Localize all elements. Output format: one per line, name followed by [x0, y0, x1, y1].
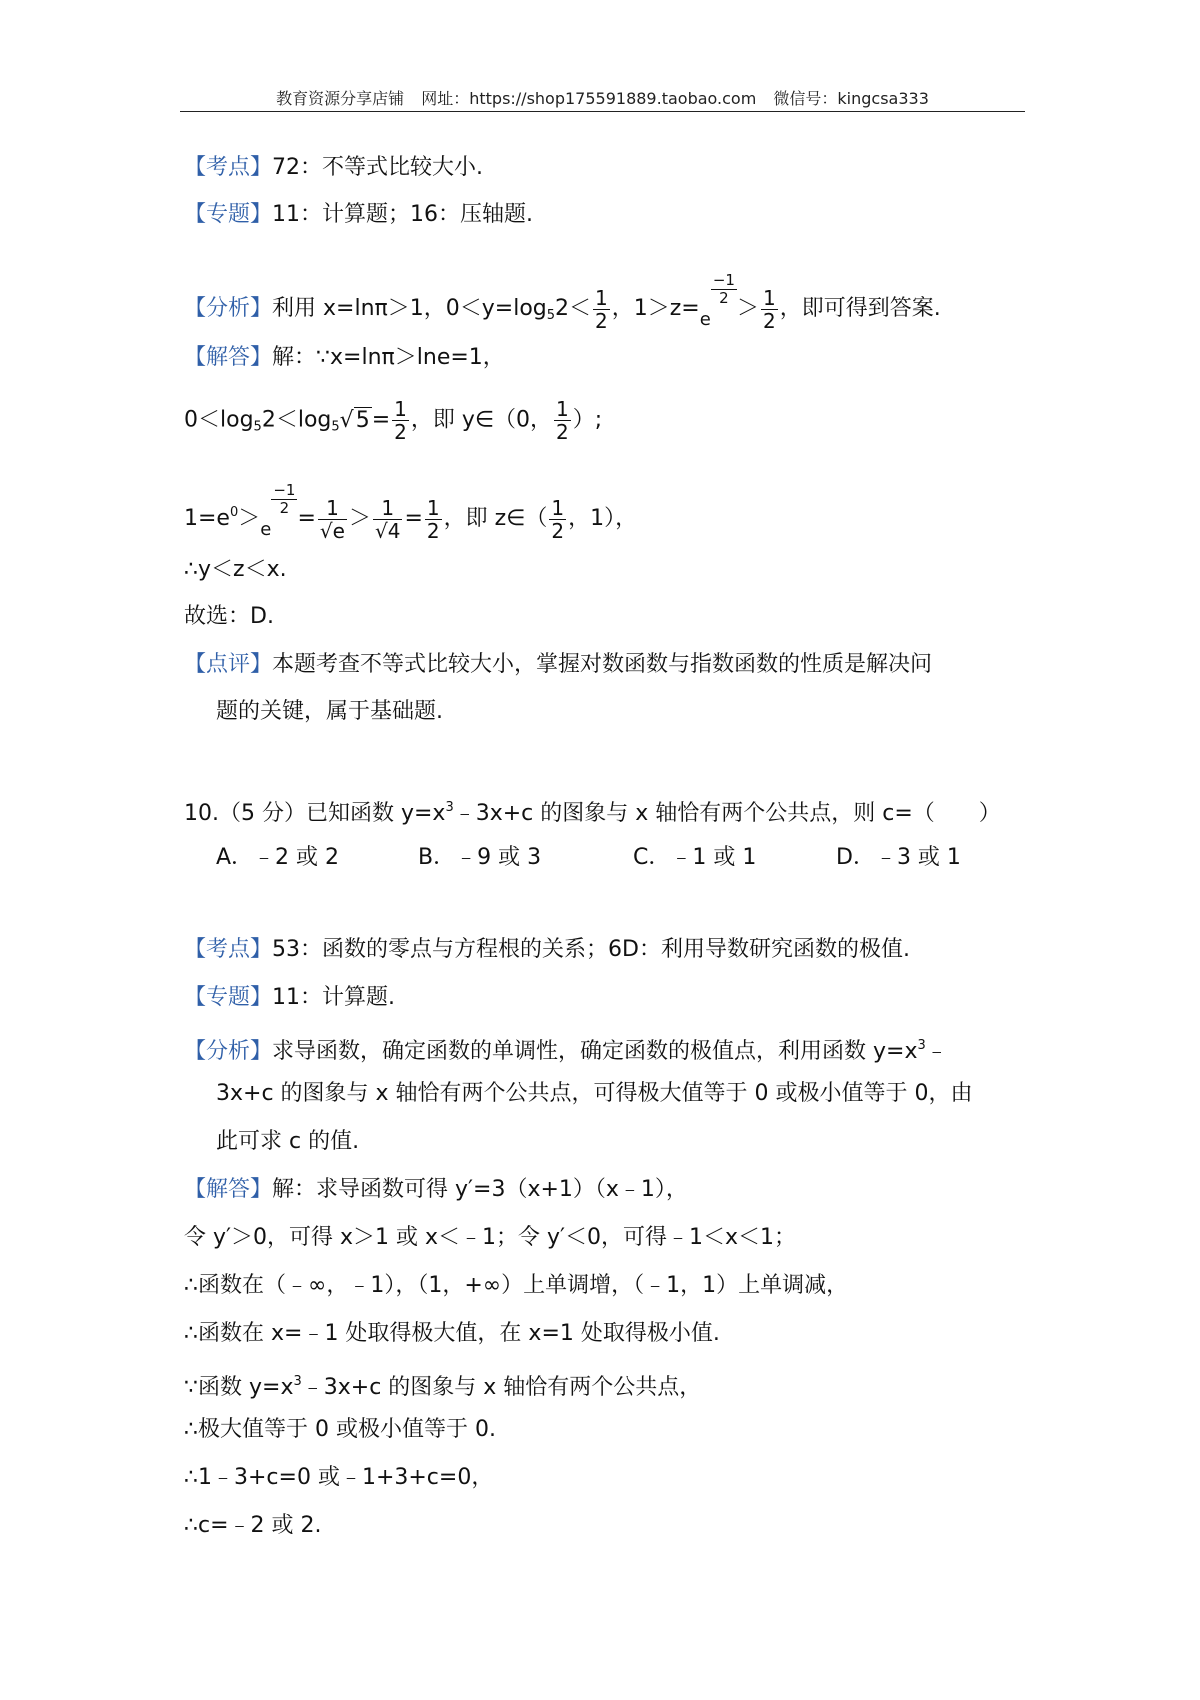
q9-kaodian	[184, 152, 483, 184]
q10-line-3: ∴函数在（﹣∞，﹣1），（1，+∞）上单调增，（﹣1，1）上单调减，	[184, 1273, 849, 1298]
q10-line-4: ∴函数在 x=﹣1 处取得极大值，在 x=1 处取得极小值.	[184, 1321, 720, 1346]
q10-kaodian	[184, 934, 910, 966]
kaodian-tag: 【考点】	[184, 155, 273, 180]
q10-stem: 10.（5 分）已知函数 $y=x^3﹣3x+c$ 的图象与 x 轴恰有两个公共点，则 c=（ ）	[184, 800, 1001, 826]
q10-fenxi-line-3: 此可求 c 的值.	[216, 1129, 360, 1154]
header-wechat: 微信号：kingcsa333	[773, 89, 929, 108]
header-url: 网址：https://shop175591889.taobao.com	[421, 89, 757, 108]
q10-line-5: ∵函数 $y=x^3﹣3x+c$ 的图象与 x 轴恰有两个公共点，	[184, 1374, 702, 1400]
fenxi-tag: 【分析】	[184, 1039, 273, 1064]
q10-line-6: ∴极大值等于 0 或极小值等于 0.	[184, 1417, 496, 1442]
jieda-line-1: 解：∵x=lnπ＞lne=1，	[272, 345, 505, 370]
kaodian-text: 72：不等式比较大小.	[272, 155, 484, 180]
option-d: D．﹣3 或 1	[836, 845, 961, 870]
option-c: C．﹣1 或 1	[633, 845, 757, 870]
q9-dianping-line-2: 题的关键，属于基础题.	[216, 699, 443, 724]
q9-line-5: 故选：D.	[184, 604, 274, 629]
fraction-1-over-sqrt-e: $\frac{1}{√e}$	[319, 495, 345, 543]
q9-line-2: 0＜log52＜log5√5= $\frac{1}{2}$ ，即 y∈（0， $\frac{1}{2}$ ）;	[184, 397, 603, 444]
header-shop: 教育资源分享店铺	[276, 89, 405, 108]
fenxi-text-a: 利用 x=lnπ＞1，0＜y=log	[272, 296, 547, 321]
e-power: e $\frac{-1}{2}$	[699, 271, 735, 330]
fraction-half: $\frac{1}{2}$	[551, 495, 565, 543]
q9-zhuanti	[184, 199, 533, 231]
fraction-1-over-sqrt-4: $\frac{1}{√4}$	[374, 495, 401, 543]
zhuanti-text: 11：计算题；16：压轴题.	[272, 202, 533, 227]
option-b: B．﹣9 或 3	[418, 845, 542, 870]
page-header	[180, 86, 1025, 109]
q10-zhuanti	[184, 982, 395, 1014]
zhuanti-tag: 【专题】	[184, 985, 273, 1010]
q10-fenxi: 【分析】求导函数，确定函数的单调性，确定函数的极值点，利用函数 $y=x^3﹣$	[184, 1038, 948, 1064]
q9-dianping	[184, 649, 932, 681]
fraction-half: $\frac{1}{2}$	[394, 397, 407, 444]
fraction-half: $\frac{1}{2}$	[595, 285, 608, 333]
header-divider	[180, 111, 1025, 112]
kaodian-text: 53：函数的零点与方程根的关系；6D：利用导数研究函数的极值.	[272, 937, 910, 962]
fenxi-text-c: ，1＞z=	[611, 296, 700, 321]
log-base: 5	[546, 308, 556, 323]
q10-line-2: 令 y′＞0，可得 x＞1 或 x＜﹣1；令 y′＜0，可得﹣1＜x＜1；	[184, 1225, 797, 1250]
q10-fenxi-line-2: 3x+c 的图象与 x 轴恰有两个公共点，可得极大值等于 0 或极小值等于 0，由	[216, 1081, 973, 1106]
jieda-tag: 【解答】	[184, 1177, 273, 1202]
option-a: A．﹣2 或 2	[216, 845, 340, 870]
q9-fenxi: 【分析】利用 x=lnπ＞1，0＜y=log52＜ $\frac{1}{2}$ ，1＞z=e $\frac{-1}{2}$ ＞ $\frac{1}{2}$ ，即可得到答案.	[184, 272, 941, 336]
fenxi-tag: 【分析】	[184, 296, 273, 321]
dianping-tag: 【点评】	[184, 652, 273, 677]
fenxi-text-d: ，即可得到答案.	[779, 296, 941, 321]
zhuanti-tag: 【专题】	[184, 202, 273, 227]
q9-jieda	[184, 342, 505, 374]
fenxi-text-b: 2＜	[555, 296, 592, 321]
q10-jieda: 【解答】解：求导函数可得 y′=3（x+1）（x﹣1），	[184, 1177, 688, 1202]
fraction-half: $\frac{1}{2}$	[426, 495, 440, 543]
kaodian-tag: 【考点】	[184, 937, 273, 962]
jieda-tag: 【解答】	[184, 345, 273, 370]
sqrt-5: √5	[339, 407, 370, 433]
fraction-half: $\frac{1}{2}$	[762, 285, 776, 333]
dianping-line-1: 本题考查不等式比较大小，掌握对数函数与指数函数的性质是解决问	[272, 652, 933, 677]
q10-line-7: ∴1﹣3+c=0 或﹣1+3+c=0，	[184, 1465, 494, 1490]
q10-line-8: ∴c=﹣2 或 2.	[184, 1513, 322, 1538]
q9-line-3: $1=e^0>e$ $\frac{-1}{2}$ = $\frac{1}{√e}$ ＞ $\frac{1}{√4}$ = $\frac{1}{2}$ ，即 z∈（ $\frac{1}{2}$ ，1），	[184, 482, 637, 546]
fraction-half: $\frac{1}{2}$	[556, 397, 569, 444]
e-power: e $\frac{-1}{2}$	[260, 481, 296, 540]
zhuanti-text: 11：计算题.	[272, 985, 396, 1010]
q9-line-4: ∴y＜z＜x.	[184, 557, 287, 582]
